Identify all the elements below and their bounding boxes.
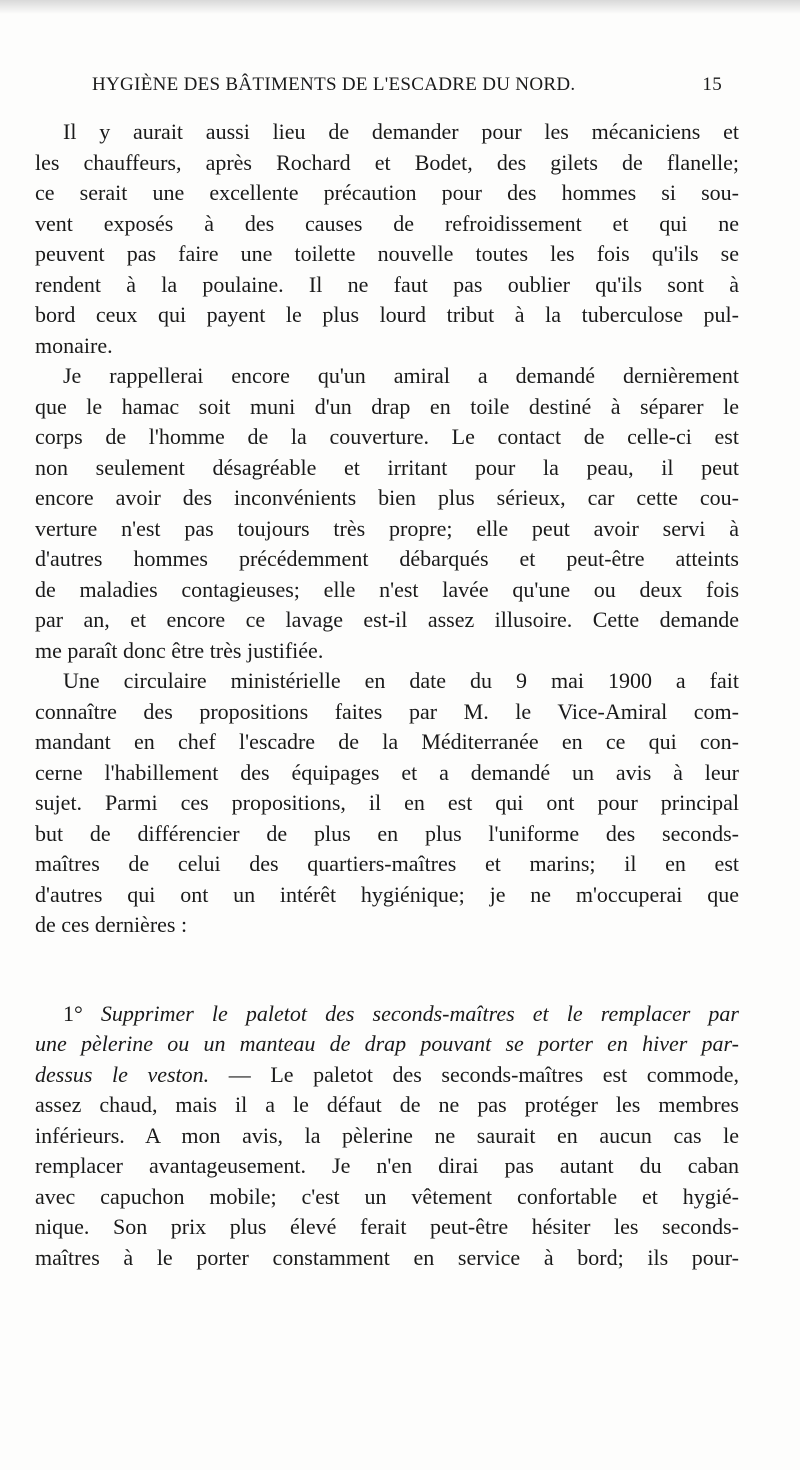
- section-gap: [35, 941, 739, 999]
- text-line: par an, et encore ce lavage est-il assez illusoire. Cette demande: [35, 607, 739, 632]
- text-line: ce serait une excellente précaution pour des hommes si sou-: [35, 180, 739, 205]
- text-line: que le hamac soit muni d'un drap en toile destiné à séparer le: [35, 393, 739, 419]
- text-line: rendent à la poulaine. Il ne faut pas oublier qu'ils sont à: [35, 271, 739, 297]
- text-line: peuvent pas faire une toilette nouvelle toutes les fois qu'ils se: [35, 241, 739, 266]
- item-heading-line: [35, 999, 739, 1030]
- text-line: me paraît donc être très justifiée.: [35, 637, 324, 663]
- item-heading-end: dessus le veston.: [35, 1061, 210, 1087]
- text-line: les chauffeurs, après Rochard et Bodet, des gilets de flanelle;: [35, 149, 739, 175]
- item-number: 1°: [63, 1000, 83, 1026]
- text-line: encore avoir des inconvénients bien plus sérieux, car cette cou-: [35, 485, 739, 510]
- text-line: nique. Son prix plus élevé ferait peut-être hésiter les seconds-: [35, 1214, 739, 1239]
- text-line: connaître des propositions faites par M. le Vice-Amiral com-: [35, 698, 739, 724]
- text-line: Je rappellerai encore qu'un amiral a demandé dernièrement: [63, 363, 739, 388]
- text-line: de maladies contagieuses; elle n'est lavée qu'une ou deux fois: [35, 576, 739, 602]
- paragraph-2: [35, 361, 739, 666]
- text-line: avec capuchon mobile; c'est un vêtement confortable et hygié-: [35, 1183, 739, 1209]
- text-line: maîtres à le porter constamment en service à bord; ils pour-: [35, 1244, 739, 1270]
- scan-top-edge: [0, 0, 800, 14]
- item-text-start: Le paletot des seconds-maîtres est commode,: [270, 1061, 740, 1087]
- text-line: monaire.: [35, 332, 113, 358]
- text-line: de ces dernières :: [35, 912, 188, 937]
- item-heading-line: [35, 1060, 739, 1091]
- text-line: Une circulaire ministérielle en date du 9 mai 1900 a fait: [63, 668, 739, 693]
- page-number: 15: [702, 74, 722, 95]
- running-title: HYGIÈNE DES BÂTIMENTS DE L'ESCADRE DU NORD.: [92, 74, 576, 95]
- text-line: but de différencier de plus en plus l'uniforme des seconds-: [35, 820, 739, 846]
- text-line: d'autres qui ont un intérêt hygiénique; je ne m'occuperai que: [35, 881, 739, 907]
- text-line: non seulement désagréable et irritant pour la peau, il peut: [35, 454, 739, 480]
- paragraph-1: [35, 117, 739, 361]
- text-line: Il y aurait aussi lieu de demander pour les mécaniciens et: [63, 119, 739, 144]
- text-line: vent exposés à des causes de refroidissement et qui ne: [35, 210, 739, 236]
- text-line: corps de l'homme de la couverture. Le contact de celle-ci est: [35, 424, 739, 449]
- text-line: d'autres hommes précédemment débarqués et peut-être atteints: [35, 546, 739, 571]
- text-line: cerne l'habillement des équipages et a demandé un avis à leur: [35, 759, 739, 785]
- text-line: verture n'est pas toujours très propre; elle peut avoir servi à: [35, 515, 739, 541]
- numbered-item-1: [35, 999, 739, 1274]
- text-line: bord ceux qui payent le plus lourd tribut à la tuberculose pul-: [35, 302, 739, 327]
- text-line: maîtres de celui des quartiers-maîtres et marins; il en est: [35, 851, 739, 876]
- em-dash: —: [228, 1061, 251, 1087]
- text-line: sujet. Parmi ces propositions, il en est qui ont pour principal: [35, 790, 739, 815]
- paragraph-3: [35, 666, 739, 941]
- text-line: mandant en chef l'escadre de la Méditerranée en ce qui con-: [35, 729, 739, 754]
- item-heading-line: une pèlerine ou un manteau de drap pouvant se porter en hiver par-: [35, 1031, 739, 1056]
- item-heading-text: Supprimer le paletot des seconds-maîtres et le remplacer par: [100, 1000, 739, 1026]
- text-line: remplacer avantageusement. Je n'en dirai pas autant du caban: [35, 1153, 739, 1178]
- body-text: [35, 117, 739, 1273]
- text-line: assez chaud, mais il a le défaut de ne pas protéger les membres: [35, 1092, 739, 1117]
- text-line: inférieurs. A mon avis, la pèlerine ne saurait en aucun cas le: [35, 1122, 739, 1148]
